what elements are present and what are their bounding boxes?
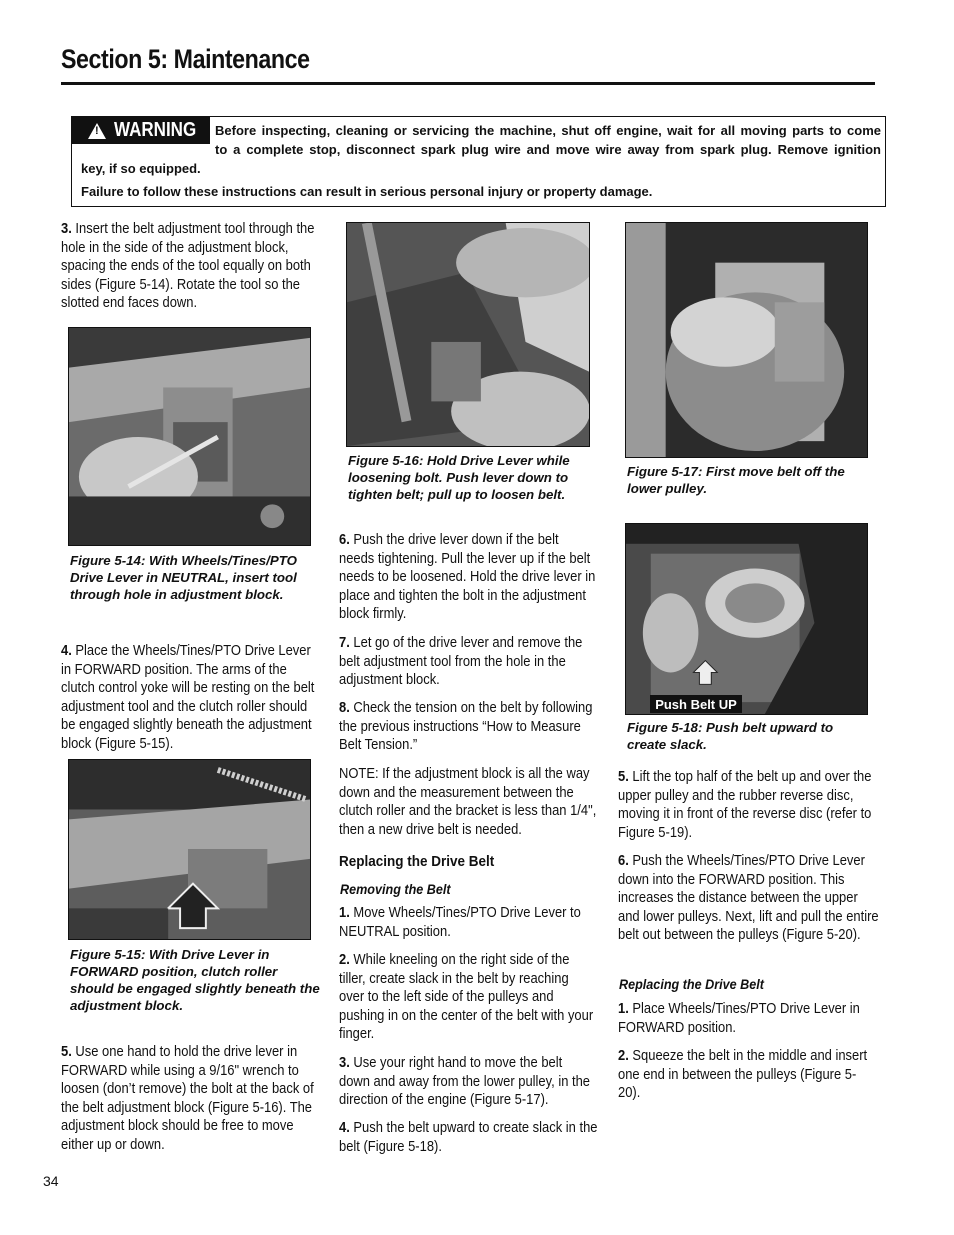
figure-5-18-photo <box>625 523 868 715</box>
warning-line-2: to a complete stop, disconnect spark plug wire and move wire away from spark plug. Remove ignition <box>215 142 881 157</box>
figure-5-14-caption: Figure 5-14: With Wheels/Tines/PTO Drive Lever in NEUTRAL, insert tool through hole in adjustment block. <box>70 553 297 602</box>
step-4: 4. Place the Wheels/Tines/PTO Drive Lever in FORWARD position. The arms of the clutch control yoke will be resting on the belt adjustment tool and the clutch roller should be engaged slightly beneath the adjustment block (Figure 5-15). <box>61 643 315 752</box>
figure-5-17-caption: Figure 5-17: First move belt off the lower pulley. <box>627 464 845 496</box>
step-7: 7. Let go of the drive lever and remove the belt adjustment tool from the hole in the adjustment block. <box>339 635 583 689</box>
figure-5-14-photo <box>68 327 311 546</box>
replace-step-2: 2. Squeeze the belt in the middle and insert one end in between the pulleys (Figure 5-20). <box>618 1048 868 1102</box>
page-title: Section 5: Maintenance <box>61 44 310 74</box>
step-5: 5. Use one hand to hold the drive lever in FORWARD while using a 9/16" wrench to loosen (don’t remove) the bolt at the back of the belt adjustment block (Figure 5-16). The adjustment block should be free to move either up or down. <box>61 1044 314 1153</box>
remove-step-3: 3. Use your right hand to move the belt down and away from the lower pulley, in the direction of the engine (Figure 5-17). <box>339 1055 591 1109</box>
push-belt-up-label: Push Belt UP <box>650 695 742 713</box>
step-3: 3. Insert the belt adjustment tool through the hole in the side of the adjustment block, spacing the ends of the tool equally on both sides (Figure 5-14). Rotate the tool so the slotted end faces down. <box>61 221 315 312</box>
step-8: 8. Check the tension on the belt by following the previous instructions “How to Measure Belt Tension.” <box>339 700 593 754</box>
figure-5-16-caption: Figure 5-16: Hold Drive Lever while loosening bolt. Push lever down to tighten belt; pull up to loosen belt. <box>348 453 570 502</box>
figure-5-17-photo <box>625 222 868 458</box>
heading-replacing-drive-belt: Replacing the Drive Belt <box>339 853 495 870</box>
note: NOTE: If the adjustment block is all the way down and the measurement between the clutch roller and the bracket is less than 1/4", then a new drive belt is needed. <box>339 766 597 838</box>
warning-label: WARNING <box>114 119 197 141</box>
figure-5-15-caption: Figure 5-15: With Drive Lever in FORWARD position, clutch roller should be engaged slightly beneath the adjustment block. <box>70 947 320 1013</box>
warning-badge <box>72 117 210 144</box>
title-rule <box>61 82 875 85</box>
figure-5-18-caption: Figure 5-18: Push belt upward to create slack. <box>627 720 834 752</box>
page-number: 34 <box>43 1173 59 1189</box>
remove-step-4: 4. Push the belt upward to create slack in the belt (Figure 5-18). <box>339 1120 598 1155</box>
figure-5-15-photo <box>68 759 311 940</box>
figure-5-16-photo <box>346 222 590 447</box>
warning-line-4: Failure to follow these instructions can result in serious personal injury or property damage. <box>81 184 653 199</box>
warning-triangle-icon <box>88 123 106 139</box>
warning-line-1: Before inspecting, cleaning or servicing the machine, shut off engine, wait for all moving parts to come <box>215 123 881 138</box>
remove-step-2: 2. While kneeling on the right side of the tiller, create slack in the belt by reaching over to the left side of the pulleys and pushing in on the center of the belt with your finger. <box>339 952 594 1043</box>
remove-step-1: 1. Move Wheels/Tines/PTO Drive Lever to NEUTRAL position. <box>339 905 581 940</box>
replace-step-1: 1. Place Wheels/Tines/PTO Drive Lever in FORWARD position. <box>618 1001 860 1036</box>
warning-line-3: key, if so equipped. <box>81 161 201 176</box>
step-6: 6. Push the drive lever down if the belt needs tightening. Pull the lever up if the belt needs to be loosened. Hold the drive lever in place and tighten the bolt in the adjustment block firmly. <box>339 532 596 623</box>
remove-step-5: 5. Lift the top half of the belt up and over the upper pulley and the rubber reverse disc, moving it in front of the reverse disc (refer to Figure 5-19). <box>618 769 872 841</box>
subheading-removing-belt: Removing the Belt <box>340 881 451 897</box>
subheading-replacing-belt: Replacing the Drive Belt <box>619 976 764 992</box>
remove-step-6: 6. Push the Wheels/Tines/PTO Drive Lever down into the FORWARD position. This increases the distance between the upper and lower pulleys. Next, lift and pull the entire belt out between the pulleys (Figure 5-20). <box>618 853 879 944</box>
